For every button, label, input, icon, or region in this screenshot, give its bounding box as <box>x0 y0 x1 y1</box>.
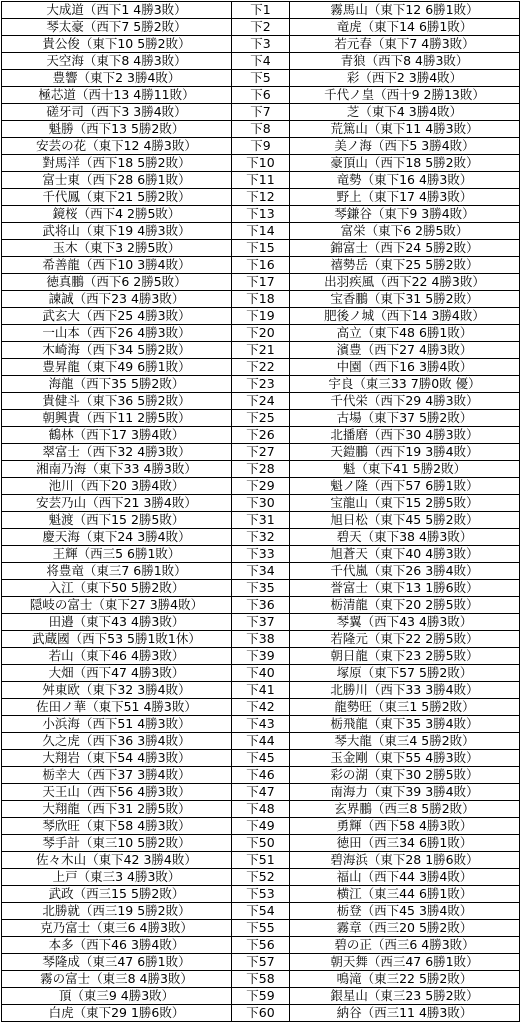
bout-table <box>1 1 520 1022</box>
rank-cell: 下57 <box>232 954 290 971</box>
east-wrestler-cell: 大翔岩（東下54 4勝3敗） <box>2 750 232 767</box>
table-row <box>2 155 520 172</box>
rank-cell: 下32 <box>232 529 290 546</box>
east-wrestler-cell: 霧の富士（東三8 4勝3敗） <box>2 971 232 988</box>
table-row <box>2 104 520 121</box>
east-wrestler-cell: 鏡桜（西下4 2勝5敗） <box>2 206 232 223</box>
east-wrestler-cell: 小浜海（西下51 4勝3敗） <box>2 716 232 733</box>
table-row <box>2 580 520 597</box>
table-row <box>2 699 520 716</box>
west-wrestler-cell: 古場（東下37 5勝2敗） <box>290 410 520 427</box>
west-wrestler-cell: 北勝川（西下33 3勝4敗） <box>290 682 520 699</box>
east-wrestler-cell: 一山本（西下26 4勝3敗） <box>2 325 232 342</box>
rank-cell: 下27 <box>232 444 290 461</box>
rank-cell: 下25 <box>232 410 290 427</box>
west-wrestler-cell: 青狼（西下8 4勝3敗） <box>290 53 520 70</box>
west-wrestler-cell: 旭蒼天（東下40 4勝3敗） <box>290 546 520 563</box>
table-row <box>2 835 520 852</box>
east-wrestler-cell: 大畑（西下47 4勝3敗） <box>2 665 232 682</box>
rank-cell: 下18 <box>232 291 290 308</box>
east-wrestler-cell: 佐々木山（東下42 3勝4敗） <box>2 852 232 869</box>
table-row <box>2 988 520 1005</box>
east-wrestler-cell: 本多（西下46 3勝4敗） <box>2 937 232 954</box>
west-wrestler-cell: 肥後ノ城（西下14 3勝4敗） <box>290 308 520 325</box>
west-wrestler-cell: 千代嵐（東下26 3勝4敗） <box>290 563 520 580</box>
east-wrestler-cell: 琴欣旺（東下58 4勝3敗） <box>2 818 232 835</box>
table-row <box>2 614 520 631</box>
east-wrestler-cell: 木崎海（西下34 5勝2敗） <box>2 342 232 359</box>
west-wrestler-cell: 朝天舞（西三47 6勝1敗） <box>290 954 520 971</box>
east-wrestler-cell: 魁勝（西下13 5勝2敗） <box>2 121 232 138</box>
west-wrestler-cell: 玉金剛（東下55 4勝3敗） <box>290 750 520 767</box>
table-row <box>2 376 520 393</box>
west-wrestler-cell: 旭日松（東下45 5勝2敗） <box>290 512 520 529</box>
west-wrestler-cell: 荒篤山（東下11 4勝3敗） <box>290 121 520 138</box>
rank-cell: 下21 <box>232 342 290 359</box>
east-wrestler-cell: 池川（西下20 3勝4敗） <box>2 478 232 495</box>
rank-cell: 下4 <box>232 53 290 70</box>
table-row <box>2 869 520 886</box>
rank-cell: 下22 <box>232 359 290 376</box>
rank-cell: 下6 <box>232 87 290 104</box>
rank-cell: 下52 <box>232 869 290 886</box>
east-wrestler-cell: 朝興貴（西下11 2勝5敗） <box>2 410 232 427</box>
rank-cell: 下19 <box>232 308 290 325</box>
rank-cell: 下1 <box>232 2 290 19</box>
table-row <box>2 206 520 223</box>
west-wrestler-cell: 誉富士（東下13 1勝6敗） <box>290 580 520 597</box>
east-wrestler-cell: 上戸（東三3 4勝3敗） <box>2 869 232 886</box>
west-wrestler-cell: 鳴滝（東三22 5勝2敗） <box>290 971 520 988</box>
rank-cell: 下36 <box>232 597 290 614</box>
east-wrestler-cell: 武蔵國（西下53 5勝1敗1休） <box>2 631 232 648</box>
rank-cell: 下11 <box>232 172 290 189</box>
table-row <box>2 19 520 36</box>
east-wrestler-cell: 豊響（東下2 3勝4敗） <box>2 70 232 87</box>
west-wrestler-cell: 納谷（西三11 4勝3敗） <box>290 1005 520 1022</box>
table-row <box>2 682 520 699</box>
table-row <box>2 308 520 325</box>
west-wrestler-cell: 錦富士（西下24 5勝2敗） <box>290 240 520 257</box>
rank-cell: 下29 <box>232 478 290 495</box>
east-wrestler-cell: 天空海（東下8 4勝3敗） <box>2 53 232 70</box>
west-wrestler-cell: 高立（東下48 6勝1敗） <box>290 325 520 342</box>
table-row <box>2 784 520 801</box>
west-wrestler-cell: 宝龍山（東下15 2勝5敗） <box>290 495 520 512</box>
rank-cell: 下15 <box>232 240 290 257</box>
east-wrestler-cell: 白虎（東下29 1勝6敗） <box>2 1005 232 1022</box>
east-wrestler-cell: 磋牙司（西下3 3勝4敗） <box>2 104 232 121</box>
rank-cell: 下48 <box>232 801 290 818</box>
table-row <box>2 886 520 903</box>
table-row <box>2 172 520 189</box>
west-wrestler-cell: 若元春（東下7 4勝3敗） <box>290 36 520 53</box>
rank-cell: 下8 <box>232 121 290 138</box>
east-wrestler-cell: 琴隆成（東三47 6勝1敗） <box>2 954 232 971</box>
east-wrestler-cell: 千代鳳（東下21 5勝2敗） <box>2 189 232 206</box>
table-row <box>2 733 520 750</box>
west-wrestler-cell: 竜虎（東下14 6勝1敗） <box>290 19 520 36</box>
table-row <box>2 240 520 257</box>
east-wrestler-cell: 佐田ノ華（東下51 4勝3敗） <box>2 699 232 716</box>
west-wrestler-cell: 芝（東下4 3勝4敗） <box>290 104 520 121</box>
table-row <box>2 274 520 291</box>
east-wrestler-cell: 将豊竜（東三7 6勝1敗） <box>2 563 232 580</box>
table-row <box>2 852 520 869</box>
rank-cell: 下41 <box>232 682 290 699</box>
west-wrestler-cell: 栃飛龍（東下35 3勝4敗） <box>290 716 520 733</box>
east-wrestler-cell: 海龍（西下35 5勝2敗） <box>2 376 232 393</box>
table-row <box>2 563 520 580</box>
east-wrestler-cell: 武将山（東下19 4勝3敗） <box>2 223 232 240</box>
bout-table-body <box>2 2 520 1022</box>
west-wrestler-cell: 横江（東三44 6勝1敗） <box>290 886 520 903</box>
east-wrestler-cell: 玉木（東下3 2勝5敗） <box>2 240 232 257</box>
west-wrestler-cell: 富栄（東下6 2勝5敗） <box>290 223 520 240</box>
table-row <box>2 461 520 478</box>
table-row <box>2 597 520 614</box>
rank-cell: 下24 <box>232 393 290 410</box>
rank-cell: 下42 <box>232 699 290 716</box>
rank-cell: 下51 <box>232 852 290 869</box>
rank-cell: 下28 <box>232 461 290 478</box>
east-wrestler-cell: 久之虎（西下36 3勝4敗） <box>2 733 232 750</box>
rank-cell: 下40 <box>232 665 290 682</box>
west-wrestler-cell: 龍勢旺（東三1 5勝2敗） <box>290 699 520 716</box>
rank-cell: 下45 <box>232 750 290 767</box>
west-wrestler-cell: 塚原（東下57 5勝2敗） <box>290 665 520 682</box>
west-wrestler-cell: 彩の湖（東下30 2勝5敗） <box>290 767 520 784</box>
table-row <box>2 291 520 308</box>
table-row <box>2 903 520 920</box>
table-row <box>2 2 520 19</box>
rank-cell: 下60 <box>232 1005 290 1022</box>
west-wrestler-cell: 南海力（東下39 3勝4敗） <box>290 784 520 801</box>
table-row <box>2 648 520 665</box>
rank-cell: 下14 <box>232 223 290 240</box>
rank-cell: 下35 <box>232 580 290 597</box>
east-wrestler-cell: 舛東欧（東下32 3勝4敗） <box>2 682 232 699</box>
east-wrestler-cell: 豊昇龍（東下49 6勝1敗） <box>2 359 232 376</box>
west-wrestler-cell: 霧馬山（東下12 6勝1敗） <box>290 2 520 19</box>
table-row <box>2 529 520 546</box>
west-wrestler-cell: 野上（東下17 4勝3敗） <box>290 189 520 206</box>
west-wrestler-cell: 若隆元（東下22 2勝5敗） <box>290 631 520 648</box>
rank-cell: 下13 <box>232 206 290 223</box>
east-wrestler-cell: 入江（東下50 5勝2敗） <box>2 580 232 597</box>
table-row <box>2 410 520 427</box>
table-row <box>2 257 520 274</box>
east-wrestler-cell: 對馬洋（西下18 5勝2敗） <box>2 155 232 172</box>
rank-cell: 下43 <box>232 716 290 733</box>
rank-cell: 下44 <box>232 733 290 750</box>
east-wrestler-cell: 極芯道（西十13 4勝11敗） <box>2 87 232 104</box>
west-wrestler-cell: 碧海浜（東下28 1勝6敗） <box>290 852 520 869</box>
west-wrestler-cell: 中園（西下16 3勝4敗） <box>290 359 520 376</box>
table-row <box>2 138 520 155</box>
rank-cell: 下39 <box>232 648 290 665</box>
rank-cell: 下30 <box>232 495 290 512</box>
rank-cell: 下58 <box>232 971 290 988</box>
rank-cell: 下53 <box>232 886 290 903</box>
east-wrestler-cell: 武政（西三15 5勝2敗） <box>2 886 232 903</box>
table-row <box>2 750 520 767</box>
rank-cell: 下49 <box>232 818 290 835</box>
table-row <box>2 971 520 988</box>
rank-cell: 下7 <box>232 104 290 121</box>
east-wrestler-cell: 安芸の花（東下12 4勝3敗） <box>2 138 232 155</box>
east-wrestler-cell: 徳真鵬（西下6 2勝5敗） <box>2 274 232 291</box>
east-wrestler-cell: 大翔龍（西下31 2勝5敗） <box>2 801 232 818</box>
west-wrestler-cell: 竜勢（東下16 4勝3敗） <box>290 172 520 189</box>
table-row <box>2 818 520 835</box>
rank-cell: 下31 <box>232 512 290 529</box>
rank-cell: 下26 <box>232 427 290 444</box>
rank-cell: 下55 <box>232 920 290 937</box>
west-wrestler-cell: 宝香鵬（東下31 5勝2敗） <box>290 291 520 308</box>
west-wrestler-cell: 銀星山（東三23 5勝2敗） <box>290 988 520 1005</box>
west-wrestler-cell: 朝日龍（東下23 2勝5敗） <box>290 648 520 665</box>
east-wrestler-cell: 慶天海（東下24 3勝4敗） <box>2 529 232 546</box>
west-wrestler-cell: 天鎧鵬（西下19 3勝4敗） <box>290 444 520 461</box>
west-wrestler-cell: 魁（東下41 5勝2敗） <box>290 461 520 478</box>
table-row <box>2 716 520 733</box>
rank-cell: 下20 <box>232 325 290 342</box>
east-wrestler-cell: 湘南乃海（東下33 4勝3敗） <box>2 461 232 478</box>
table-row <box>2 70 520 87</box>
table-row <box>2 1005 520 1022</box>
west-wrestler-cell: 霧章（西三20 5勝2敗） <box>290 920 520 937</box>
table-row <box>2 954 520 971</box>
west-wrestler-cell: 千代ノ皇（西十9 2勝13敗） <box>290 87 520 104</box>
rank-cell: 下33 <box>232 546 290 563</box>
west-wrestler-cell: 禧勢岳（東下25 5勝2敗） <box>290 257 520 274</box>
rank-cell: 下46 <box>232 767 290 784</box>
west-wrestler-cell: 栃清龍（東下20 2勝5敗） <box>290 597 520 614</box>
rank-cell: 下3 <box>232 36 290 53</box>
table-row <box>2 393 520 410</box>
table-row <box>2 189 520 206</box>
east-wrestler-cell: 翠富士（西下32 4勝3敗） <box>2 444 232 461</box>
west-wrestler-cell: 徳田（西三34 6勝1敗） <box>290 835 520 852</box>
west-wrestler-cell: 勇輝（西下58 4勝3敗） <box>290 818 520 835</box>
rank-cell: 下34 <box>232 563 290 580</box>
table-row <box>2 767 520 784</box>
west-wrestler-cell: 魁ノ隆（西下57 6勝1敗） <box>290 478 520 495</box>
table-row <box>2 87 520 104</box>
west-wrestler-cell: 碧の正（西三6 4勝3敗） <box>290 937 520 954</box>
rank-cell: 下50 <box>232 835 290 852</box>
west-wrestler-cell: 琴鎌谷（東下9 3勝4敗） <box>290 206 520 223</box>
east-wrestler-cell: 頂（東三9 4勝3敗） <box>2 988 232 1005</box>
east-wrestler-cell: 安芸乃山（西下21 3勝4敗） <box>2 495 232 512</box>
east-wrestler-cell: 隠岐の富士（東下27 3勝4敗） <box>2 597 232 614</box>
east-wrestler-cell: 王輝（西三5 6勝1敗） <box>2 546 232 563</box>
rank-cell: 下59 <box>232 988 290 1005</box>
east-wrestler-cell: 克乃富士（東三6 4勝3敗） <box>2 920 232 937</box>
east-wrestler-cell: 貴公俊（東下10 5勝2敗） <box>2 36 232 53</box>
east-wrestler-cell: 田邉（東下43 4勝3敗） <box>2 614 232 631</box>
west-wrestler-cell: 出羽疾風（西下22 4勝3敗） <box>290 274 520 291</box>
east-wrestler-cell: 鶴林（西下17 3勝4敗） <box>2 427 232 444</box>
rank-cell: 下56 <box>232 937 290 954</box>
west-wrestler-cell: 美ノ海（西下5 3勝4敗） <box>290 138 520 155</box>
west-wrestler-cell: 千代栄（西下29 4勝3敗） <box>290 393 520 410</box>
rank-cell: 下38 <box>232 631 290 648</box>
east-wrestler-cell: 北勝就（西三19 5勝2敗） <box>2 903 232 920</box>
table-row <box>2 342 520 359</box>
east-wrestler-cell: 琴手計（東三10 5勝2敗） <box>2 835 232 852</box>
west-wrestler-cell: 碧天（東下38 4勝3敗） <box>290 529 520 546</box>
west-wrestler-cell: 玄界鵬（西三8 5勝2敗） <box>290 801 520 818</box>
west-wrestler-cell: 豪頂山（西下18 5勝2敗） <box>290 155 520 172</box>
east-wrestler-cell: 武玄大（西下25 4勝3敗） <box>2 308 232 325</box>
table-row <box>2 495 520 512</box>
rank-cell: 下17 <box>232 274 290 291</box>
table-row <box>2 478 520 495</box>
east-wrestler-cell: 若山（東下46 4勝3敗） <box>2 648 232 665</box>
table-row <box>2 937 520 954</box>
table-row <box>2 36 520 53</box>
rank-cell: 下16 <box>232 257 290 274</box>
rank-cell: 下9 <box>232 138 290 155</box>
rank-cell: 下47 <box>232 784 290 801</box>
table-row <box>2 121 520 138</box>
east-wrestler-cell: 琴太豪（西下7 5勝2敗） <box>2 19 232 36</box>
table-row <box>2 325 520 342</box>
east-wrestler-cell: 天王山（西下56 4勝3敗） <box>2 784 232 801</box>
west-wrestler-cell: 濱豊（西下27 4勝3敗） <box>290 342 520 359</box>
east-wrestler-cell: 大成道（西下1 4勝3敗） <box>2 2 232 19</box>
west-wrestler-cell: 栃登（西下45 3勝4敗） <box>290 903 520 920</box>
west-wrestler-cell: 福山（西下44 3勝4敗） <box>290 869 520 886</box>
west-wrestler-cell: 琴翼（西下43 4勝3敗） <box>290 614 520 631</box>
east-wrestler-cell: 希善龍（西下10 3勝4敗） <box>2 257 232 274</box>
rank-cell: 下2 <box>232 19 290 36</box>
table-row <box>2 546 520 563</box>
rank-cell: 下37 <box>232 614 290 631</box>
table-row <box>2 53 520 70</box>
table-row <box>2 359 520 376</box>
table-row <box>2 223 520 240</box>
west-wrestler-cell: 彩（西下2 3勝4敗） <box>290 70 520 87</box>
west-wrestler-cell: 琴大龍（東三4 5勝2敗） <box>290 733 520 750</box>
west-wrestler-cell: 宇良（東三33 7勝0敗 優） <box>290 376 520 393</box>
east-wrestler-cell: 富士東（西下28 6勝1敗） <box>2 172 232 189</box>
table-row <box>2 631 520 648</box>
east-wrestler-cell: 栃幸大（西下37 3勝4敗） <box>2 767 232 784</box>
east-wrestler-cell: 貴健斗（東下36 5勝2敗） <box>2 393 232 410</box>
rank-cell: 下10 <box>232 155 290 172</box>
east-wrestler-cell: 魁渡（西下15 2勝5敗） <box>2 512 232 529</box>
table-row <box>2 444 520 461</box>
table-row <box>2 427 520 444</box>
east-wrestler-cell: 諫誠（西下23 4勝3敗） <box>2 291 232 308</box>
table-row <box>2 665 520 682</box>
rank-cell: 下54 <box>232 903 290 920</box>
rank-cell: 下5 <box>232 70 290 87</box>
table-row <box>2 920 520 937</box>
rank-cell: 下23 <box>232 376 290 393</box>
rank-cell: 下12 <box>232 189 290 206</box>
west-wrestler-cell: 北播磨（西下30 4勝3敗） <box>290 427 520 444</box>
table-row <box>2 801 520 818</box>
table-row <box>2 512 520 529</box>
